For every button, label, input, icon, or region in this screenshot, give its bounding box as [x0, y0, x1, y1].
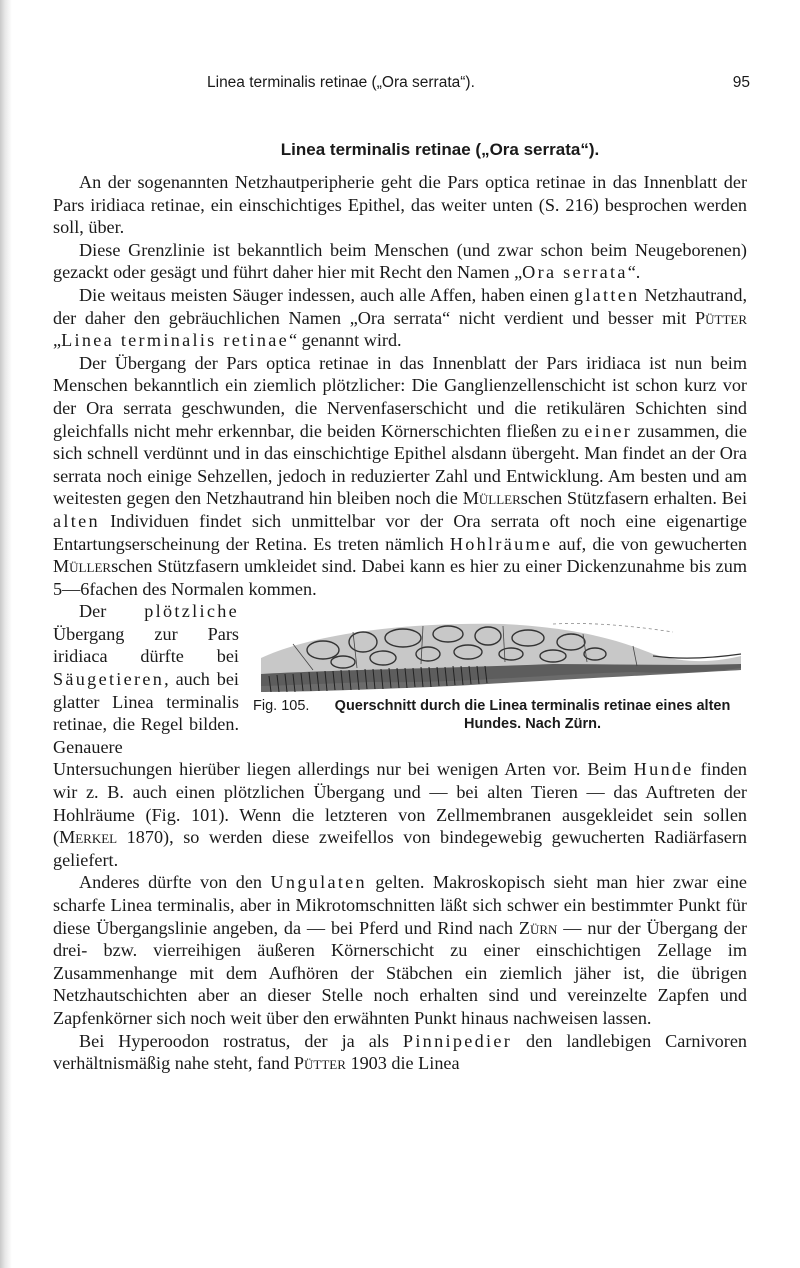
paragraph-5: Der plötzliche Übergang zur Pars iridiaca dürfte bei Säugetieren, auch bei glatter Linea terminalis retinae, die Regel bilden. Genauere Untersuchungen hierüber liegen allerdings nur bei wenigen Arten vor. Beim Hunde finden wir z. B. auch einen plötzlichen Übergang und — bei alten Tieren — das Auftreten der Hohlräume (Fig. 101). Wenn die letzteren von Zellmembranen ausgekleidet sein sollen (Merkel 1870), so werden diese zweifellos von bindegewebig gewucherten Radiärfasern geliefert. [53, 601, 748, 870]
paragraph-7: Bei Hyperoodon rostratus, der ja als Pinnipedier den landlebigen Carnivoren verhältnismäßig nahe steht, fand Pütter 1903 die Linea [53, 1030, 747, 1074]
term-ora-serrata: Ora serrata [522, 262, 628, 283]
figure-caption [253, 697, 747, 733]
author-mueller: Müller [462, 488, 521, 509]
paragraph-4: Der Übergang der Pars optica retinae in das Innenblatt der Pars iridiaca ist nun beim Menschen bekanntlich ein ziemlich plötzlicher: Die Ganglienzellenschicht ist schon kurz vor der Ora serrata geschwunden, die Nervenfaserschicht und die retikulären Schichten sind gleichfalls nicht mehr erkennbar, die beiden Körnerschichten fließen zu einer zusammen, die sich schnell verdünnt und in das einschichtige Epithel alsdann übergeht. Man findet an der Ora serrata noch einige Sehzellen, jedoch in reduzierter Zahl und Entwicklung. Am besten und am weitesten gegen den Netzhautrand hin bleiben noch die Müllerschen Stützfasern erhalten. Bei alten Individuen findet sich unmittelbar vor der Ora serrata oft noch eine eigenartige Entartungserscheinung der Retina. Es treten nämlich Hohlräume auf, die von gewucherten Müllerschen Stützfasern umkleidet sind. Dabei kann es hier zu einer Dickenzunahme bis zum 5—6fachen des Normalen kommen. [53, 352, 748, 599]
running-header [207, 74, 750, 92]
paragraph-2: Diese Grenzlinie ist bekanntlich beim Menschen (und zwar schon beim Neugeborenen) gezackt oder gesägt und führt daher hier mit Recht den Namen „Ora serrata“. [53, 239, 747, 283]
paragraph-3: Die weitaus meisten Säuger indessen, auch alle Affen, haben einen glatten Netzhautrand, der daher den gebräuchlichen Namen „Ora serrata“ nicht verdient und besser mit Pütter „Linea terminalis retinae“ genannt wird. [53, 284, 747, 351]
author-merkel: Merkel [59, 827, 118, 848]
author-zuern: Zürn [518, 917, 558, 938]
section-title: Linea terminalis retinae („Ora serrata“). [280, 140, 600, 159]
page-binding-shadow [0, 0, 12, 1268]
figure-label: Fig. 105. [253, 698, 310, 714]
retina-cross-section-drawing [253, 614, 745, 694]
paragraph-6: Anderes dürfte von den Ungulaten gelten. Makroskopisch sieht man hier zwar eine scharfe Linea terminalis, aber in Mikrotomschnitten läßt sich schwer ein bestimmter Punkt für diese Übergangslinie angeben, da — bei Pferd und Rind nach Zürn — nur der Übergang der drei- bzw. vierreihigen äußeren Körnerschicht zu einer einschichtigen Zellage im Zusammenhange mit dem Aufhören der Stäbchen ein ziemlich jäher ist, die übrigen Netzhautschichten aber an dieser Stelle noch erhalten sind und vereinzelte Zapfen und Zapfenkörner sich noch weit über den erwähnten Punkt hinaus nachweisen lassen. [53, 872, 748, 1028]
figure-caption-text: Querschnitt durch die Linea terminalis retinae eines alten Hundes. Nach Zürn. [334, 698, 731, 732]
author-puetter: Pütter [695, 307, 747, 328]
page-number: 95 [732, 74, 750, 91]
term-linea-terminalis: Linea terminalis retinae [61, 330, 289, 351]
running-title: Linea terminalis retinae („Ora serrata“). [207, 74, 475, 91]
paragraph-1: An der sogenannten Netzhautperipherie geht die Pars optica retinae in das Innenblatt der Pars iridiaca retinae, ein einschichtiges Epithel, das weiter unten (S. 216) besprochen werden soll, über. [53, 172, 747, 238]
term-glatten: glatten [573, 284, 640, 305]
